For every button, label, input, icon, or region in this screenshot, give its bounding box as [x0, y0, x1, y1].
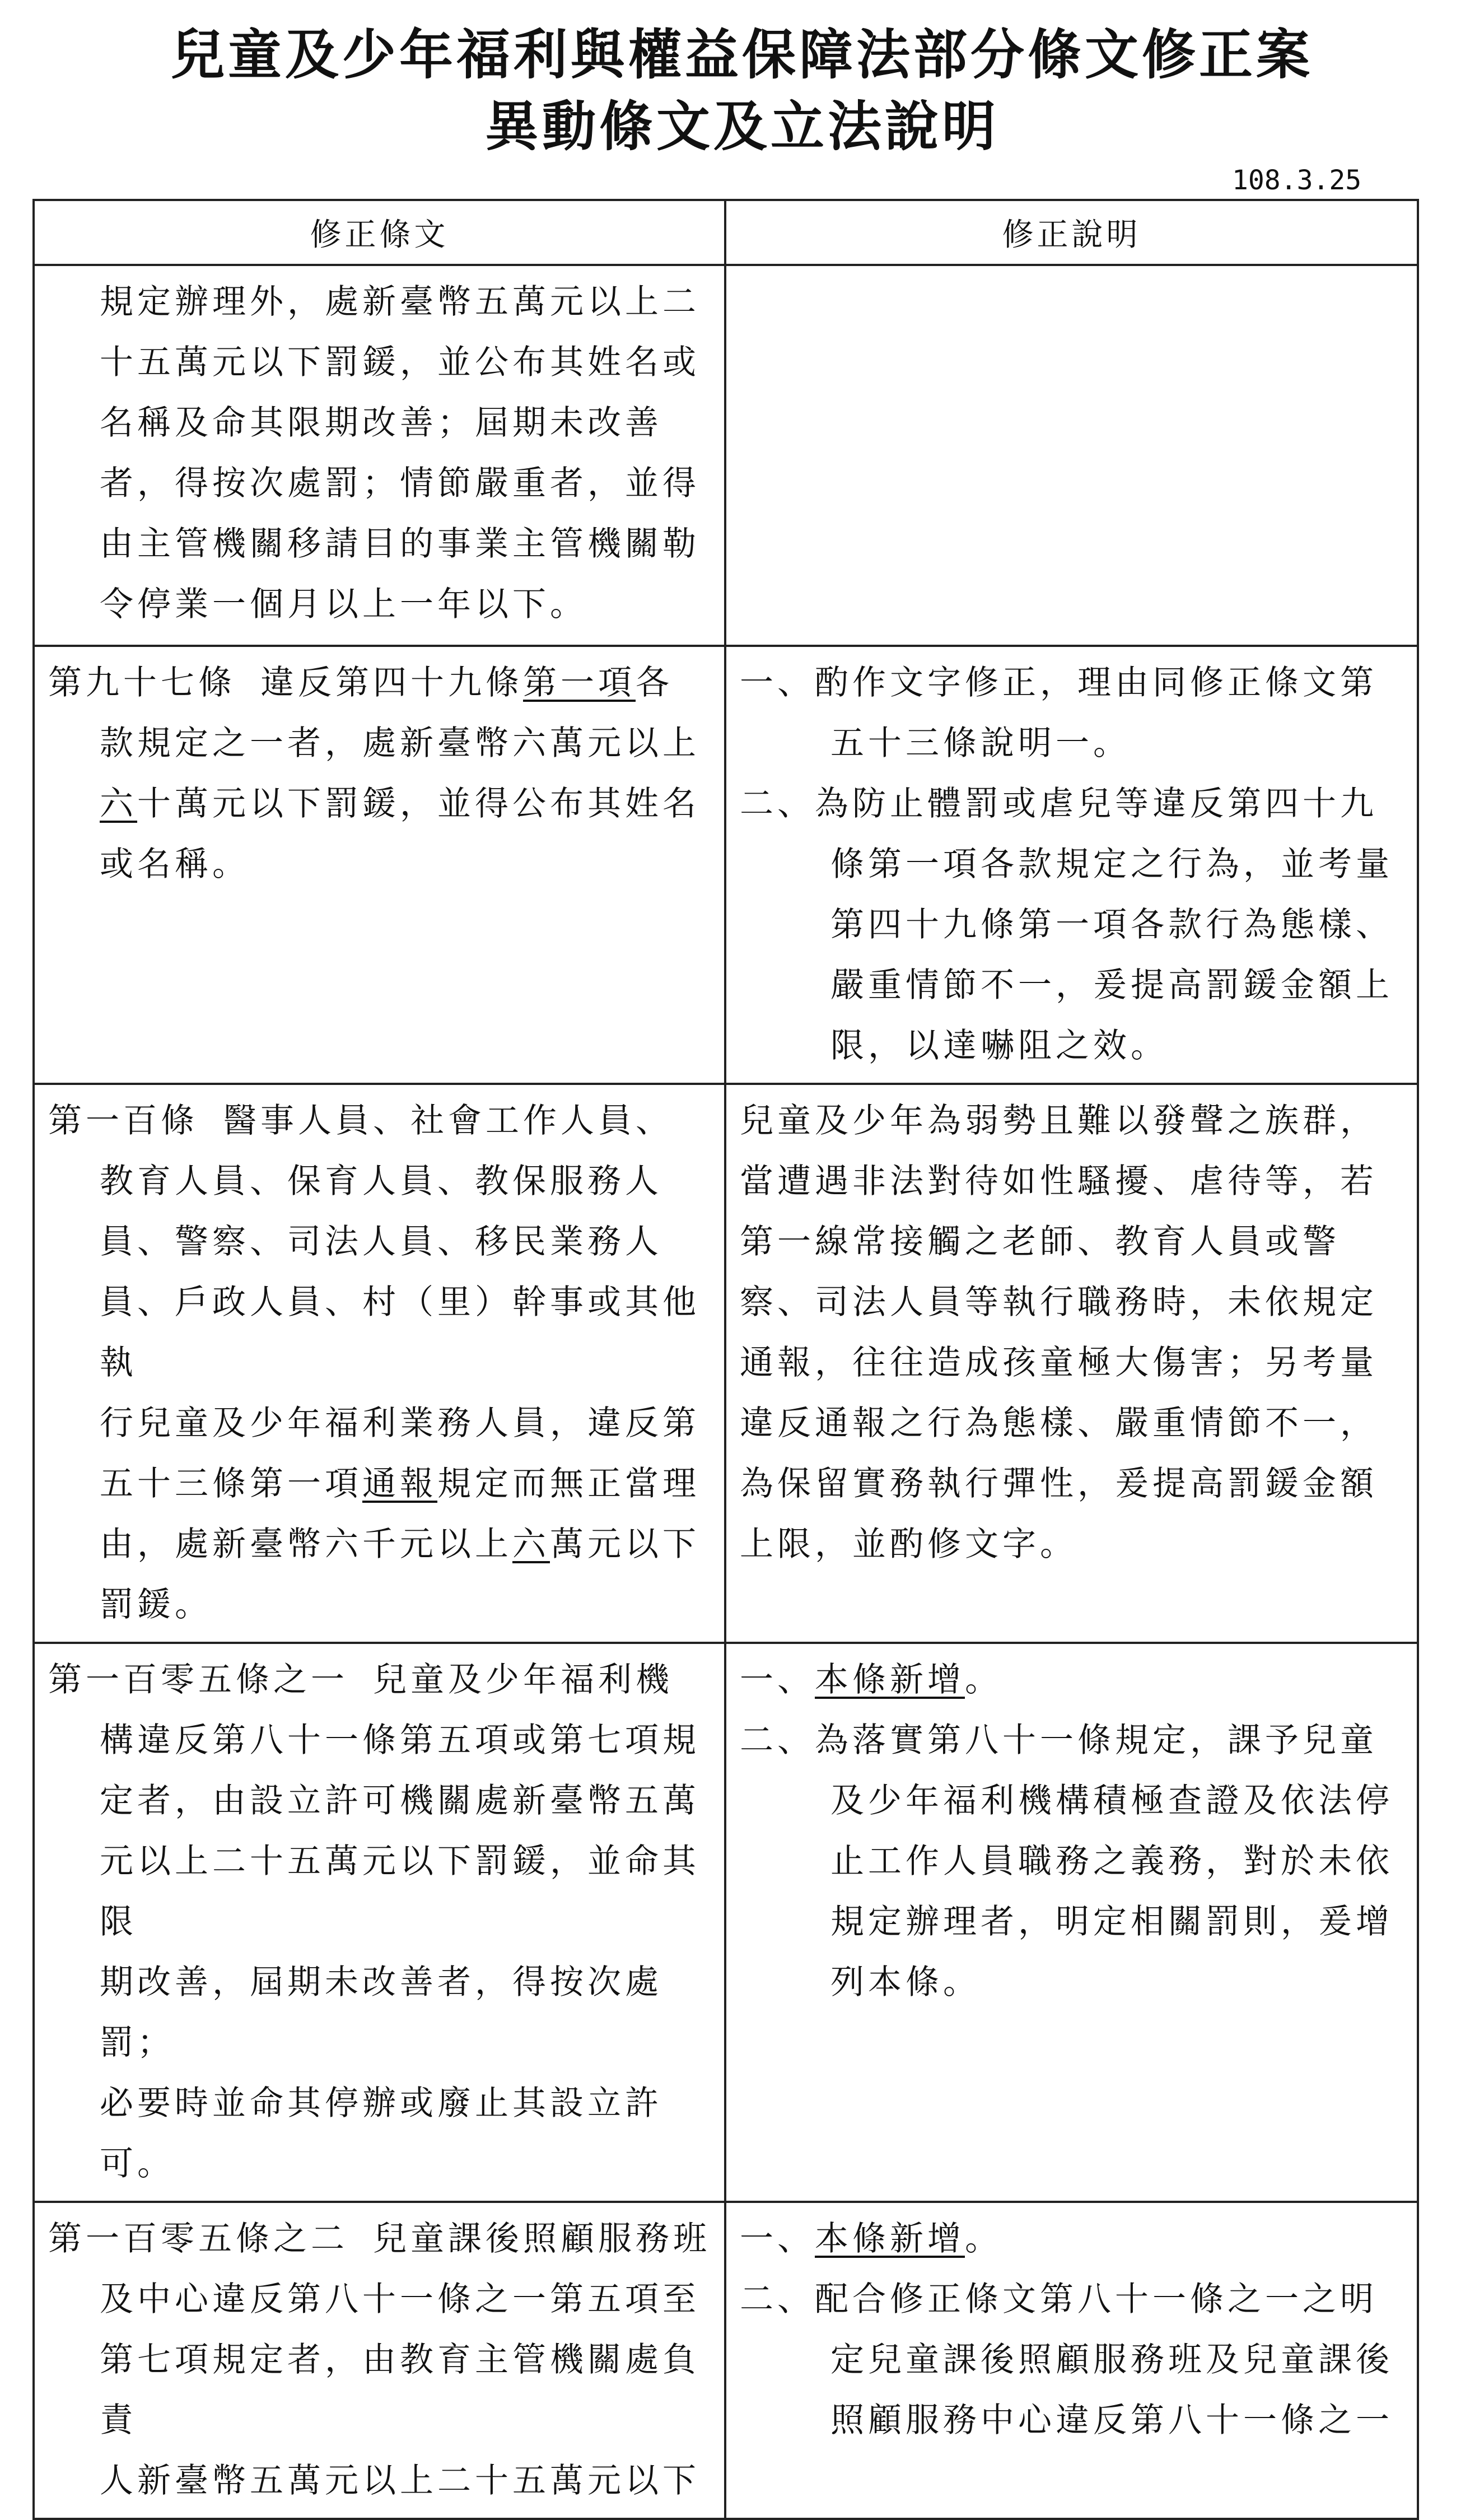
text-line: 員、警察、司法人員、移民業務人 [100, 1222, 662, 1261]
explanation-item: 一、本條新增。 [740, 1660, 1002, 1699]
new-article-note: 本條新增 [815, 2219, 965, 2258]
explanation-item: 二、配合修正條文第八十一條之一之明定兒童課後照顧服務班及兒童課後照顧服務中心違反第八十一條之一 [740, 2280, 1393, 2440]
table-row [34, 265, 1418, 646]
document-date: 108.3.25 [1232, 165, 1362, 196]
text-line: 第一百零五條之二 兒童課後照顧服務班 [48, 2219, 711, 2258]
text-line: 元以上二十五萬元以下罰鍰，並命其限 [100, 1842, 700, 1941]
amended-text-cell [34, 646, 725, 1084]
amended-text-cell [34, 265, 725, 646]
text-line: 由，處新臺幣六千元以上六萬元以下 [100, 1525, 700, 1564]
explanation-item: 一、酌作文字修正，理由同修正條文第五十三條說明一。 [740, 663, 1378, 763]
text-line: 款規定之一者，處新臺幣六萬元以上 [100, 724, 700, 763]
text-line: 第九十七條 違反第四十九條第一項各 [48, 663, 673, 702]
text-line: 員、戶政人員、村（里）幹事或其他執 [100, 1283, 700, 1382]
text-line: 令停業一個月以上一年以下。 [100, 585, 587, 624]
amended-text-cell [34, 1084, 725, 1643]
article-number: 第九十七條 [48, 663, 236, 702]
text-line: 教育人員、保育人員、教保服務人 [100, 1162, 662, 1201]
explanation-cell [725, 1084, 1418, 1643]
text-line: 必要時並命其停辦或廢止其設立許可。 [100, 2084, 662, 2183]
explanation-paragraph: 兒童及少年為弱勢且難以發聲之族群，當遭遇非法對待如性騷擾、虐待等，若第一線常接觸之老師、教育人員或警察、司法人員等執行職務時，未依規定通報，往往造成孩童極大傷害；另考量違反通報之行為態樣、嚴重情節不一，為保留實務執行彈性，爰提高罰鍰金額上限，並酌修文字。 [740, 1101, 1378, 1564]
text-line: 規定辦理外，處新臺幣五萬元以上二 [100, 282, 700, 322]
table-header-row [34, 200, 1418, 265]
item-number: 二、 [740, 784, 815, 823]
item-number: 二、 [740, 1721, 815, 1760]
table-row [34, 1643, 1418, 2202]
text-line: 第一百零五條之一 兒童及少年福利機 [48, 1660, 673, 1699]
text-line: 六十萬元以下罰鍰，並得公布其姓名 [100, 784, 700, 823]
article-number: 第一百條 [48, 1101, 198, 1140]
text-line: 名稱及命其限期改善；屆期未改善 [100, 403, 662, 442]
amended-phrase: 六 [100, 784, 137, 823]
text-line: 行兒童及少年福利業務人員，違反第 [100, 1404, 700, 1443]
article-number: 第一百零五條之一 [48, 1660, 348, 1699]
document-subtitle: 異動條文及立法說明 [485, 95, 999, 158]
amended-text-cell [34, 2202, 725, 2519]
explanation-cell [725, 265, 1418, 646]
explanation-item: 一、本條新增。 [740, 2219, 1002, 2258]
text-line: 者，得按次處罰；情節嚴重者，並得 [100, 464, 700, 503]
col-header-explanation: 修正說明 [725, 200, 1418, 265]
text-line: 構違反第八十一條第五項或第七項規 [100, 1721, 700, 1760]
text-line: 人新臺幣五萬元以上二十五萬元以下 [100, 2461, 700, 2500]
table-row [34, 1084, 1418, 1643]
amended-phrase: 通報 [362, 1464, 437, 1503]
explanation-item: 二、為防止體罰或虐兒等違反第四十九條第一項各款規定之行為，並考量第四十九條第一項各款行為態樣、嚴重情節不一，爰提高罰鍰金額上限，以達嚇阻之效。 [740, 784, 1393, 1065]
item-number: 一、 [740, 1660, 815, 1699]
explanation-cell [725, 2202, 1418, 2519]
text-line: 第一百條 醫事人員、社會工作人員、 [48, 1101, 673, 1140]
new-article-note: 本條新增 [815, 1660, 965, 1699]
explanation-cell [725, 1643, 1418, 2202]
amended-phrase: 六 [512, 1525, 550, 1564]
item-number: 一、 [740, 663, 815, 702]
document-title: 兒童及少年福利與權益保障法部分條文修正案 [171, 23, 1313, 86]
table-row [34, 2202, 1418, 2519]
text-line: 期改善，屆期未改善者，得按次處罰； [100, 1963, 662, 2062]
amended-phrase: 第一項 [523, 663, 636, 702]
text-line: 或名稱。 [100, 845, 250, 884]
explanation-cell [725, 646, 1418, 1084]
text-line: 罰鍰。 [100, 1585, 212, 1624]
item-number: 二、 [740, 2280, 815, 2319]
text-line: 第七項規定者，由教育主管機關處負責 [100, 2340, 700, 2440]
amended-text-cell [34, 1643, 725, 2202]
article-number: 第一百零五條之二 [48, 2219, 348, 2258]
text-line: 十五萬元以下罰鍰，並公布其姓名或 [100, 343, 700, 382]
col-header-amended-articles: 修正條文 [34, 200, 725, 265]
table-row [34, 646, 1418, 1084]
amendment-table [32, 199, 1419, 2520]
text-line: 定者，由設立許可機關處新臺幣五萬 [100, 1781, 700, 1820]
text-line: 五十三條第一項通報規定而無正當理 [100, 1464, 700, 1503]
explanation-item: 二、為落實第八十一條規定，課予兒童及少年福利機構積極查證及依法停止工作人員職務之義務，對於未依規定辦理者，明定相關罰則，爰增列本條。 [740, 1721, 1393, 2002]
item-number: 一、 [740, 2219, 815, 2258]
text-line: 由主管機關移請目的事業主管機關勒 [100, 524, 700, 563]
text-line: 及中心違反第八十一條之一第五項至 [100, 2280, 700, 2319]
